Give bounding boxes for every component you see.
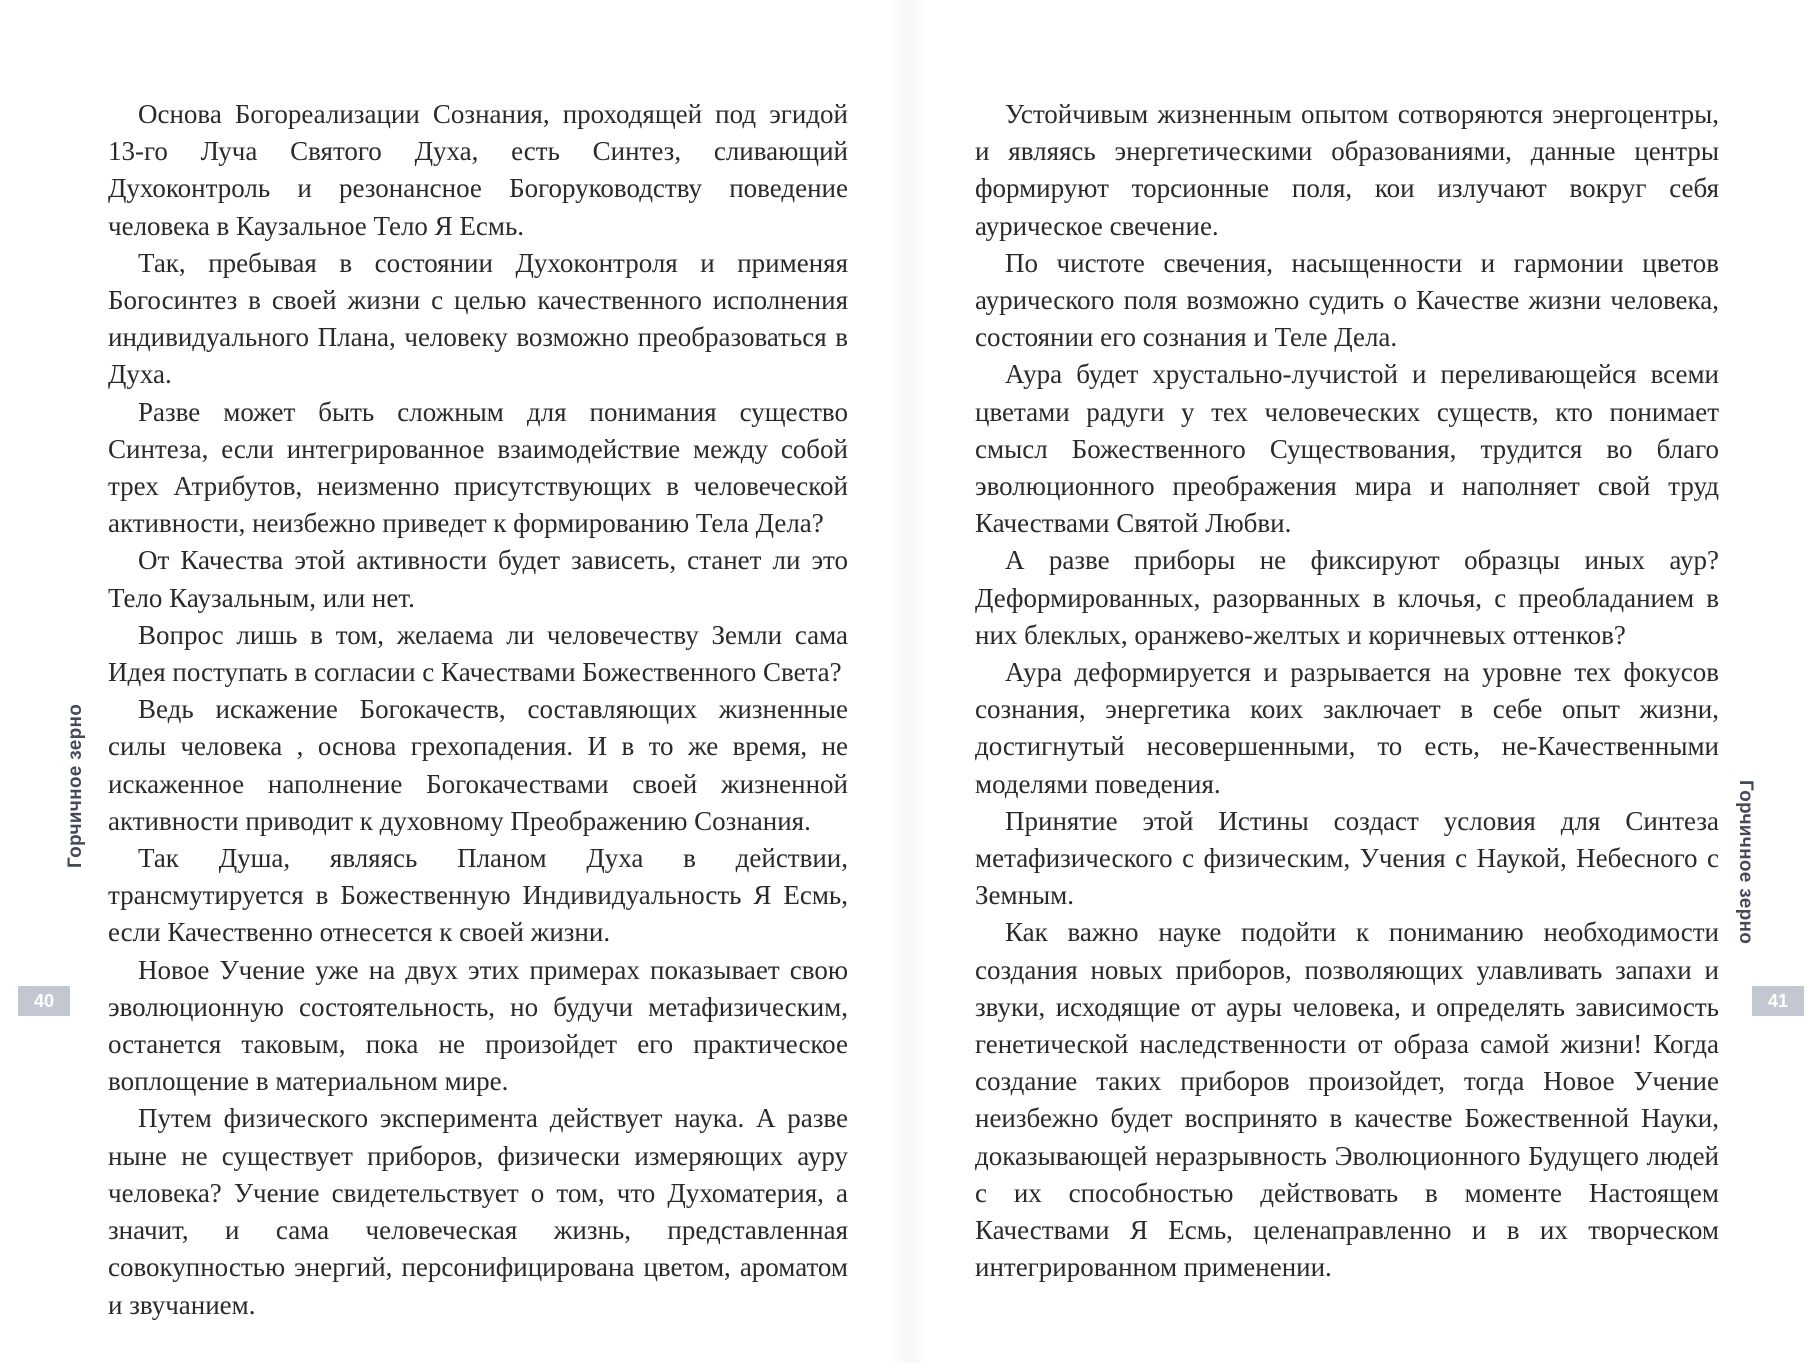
right-paragraph-7: Как важно науке подойти к пониманию необходимости создания новых приборов, позволяющих улавливать запахи и звуки, исходящие от ауры человека, и определять зависимость генетической наследственности от образа самой жизни! Когда создание таких приборов произойдет, тогда Новое Учение неизбежно будет воспринято в качестве Божественной Науки, доказывающей неразрывность Эволюционного Будущего людей с их способностью действовать в моменте Настоящем Качествами Я Есмь, целенаправленно и в их творческом интегрированном применении. (975, 917, 1719, 1283)
left-page-text (108, 96, 848, 1324)
left-paragraph-5: Вопрос лишь в том, желаема ли человечеству Земли сама Идея поступать в согласии с Качествами Божественного Света? (108, 619, 848, 688)
running-title-left: Горчичное зерно (65, 703, 86, 868)
page-number-left: 40 (18, 986, 70, 1016)
right-paragraph-5: Аура деформируется и разрывается на уровне тех фокусов сознания, энергетика коих заключает в себе опыт жизни, достигнутый несовершенными, то есть, не-Качественными моделями поведения. (975, 657, 1719, 799)
left-page (0, 0, 905, 1363)
left-paragraph-1: Основа Богореализации Сознания, проходящей под эгидой 13-го Луча Святого Духа, есть Синтез, сливающий Духоконтроль и резонансное Богоруководству поведение человека в Каузальное Тело Я Есмь. (108, 99, 848, 241)
left-paragraph-7: Так Душа, являясь Планом Духа в действии, трансмутируется в Божественную Индивидуальность Я Есмь, если Качественно отнесется к своей жизни. (108, 843, 848, 948)
page-number-right: 41 (1752, 986, 1804, 1016)
left-paragraph-3: Разве может быть сложным для понимания существо Синтеза, если интегрированное взаимодействие между собой трех Атрибутов, неизменно присутствующих в человеческой активности, неизбежно приведет к формированию Тела Дела? (108, 396, 848, 539)
right-paragraph-6: Принятие этой Истины создаст условия для Синтеза метафизического с физическим, Учения с Наукой, Небесного с Земным. (975, 805, 1719, 911)
left-paragraph-4: От Качества этой активности будет зависеть, станет ли это Тело Каузальным, или нет. (108, 545, 848, 613)
left-paragraph-9: Путем физического эксперимента действует наука. А разве ныне не существует приборов, физически измеряющих ауру человека? Учение свидетельствует о том, что Духоматерия, а значит, и сама человеческая жизнь, представленная совокупностью энергий, персонифицирована цветом, ароматом и звучанием. (108, 1103, 848, 1320)
right-page-text (975, 96, 1719, 1287)
right-paragraph-2: По чистоте свечения, насыщенности и гармонии цветов аурического поля возможно судить о Качестве жизни человека, состоянии его сознания и Теле Дела. (975, 247, 1719, 353)
right-page (905, 0, 1815, 1363)
left-paragraph-6: Ведь искажение Богокачеств, составляющих жизненные силы человека , основа грехопадения. И в то же время, не искаженное наполнение Богокачествами своей жизненной активности приводит к духовному Преображению Сознания. (108, 694, 848, 836)
left-paragraph-8: Новое Учение уже на двух этих примерах показывает свою эволюционную состоятельность, но будучи метафизическим, останется таковым, пока не произойдет его практическое воплощение в материальном мире. (108, 954, 848, 1097)
running-title-right: Горчичное зерно (1735, 780, 1756, 945)
right-paragraph-4: А разве приборы не фиксируют образцы иных аур? Деформированных, разорванных в клочья, с преобладанием в них блеклых, оранжево-желтых и коричневых оттенков? (975, 545, 1719, 650)
right-paragraph-1: Устойчивым жизненным опытом сотворяются энергоцентры, и являясь энергетическими образованиями, данные центры формируют торсионные поля, кои излучают вокруг себя аурическое свечение. (975, 99, 1719, 241)
right-paragraph-3: Аура будет хрустально-лучистой и переливающейся всеми цветами радуги у тех человеческих существ, кто понимает смысл Божественного Существования, трудится во благо эволюционного преображения мира и наполняет свой труд Качествами Святой Любви. (975, 359, 1719, 539)
left-paragraph-2: Так, пребывая в состоянии Духоконтроля и применяя Богосинтез в своей жизни с целью качественного исполнения индивидуального Плана, человеку возможно преобразоваться в Духа. (108, 247, 848, 390)
